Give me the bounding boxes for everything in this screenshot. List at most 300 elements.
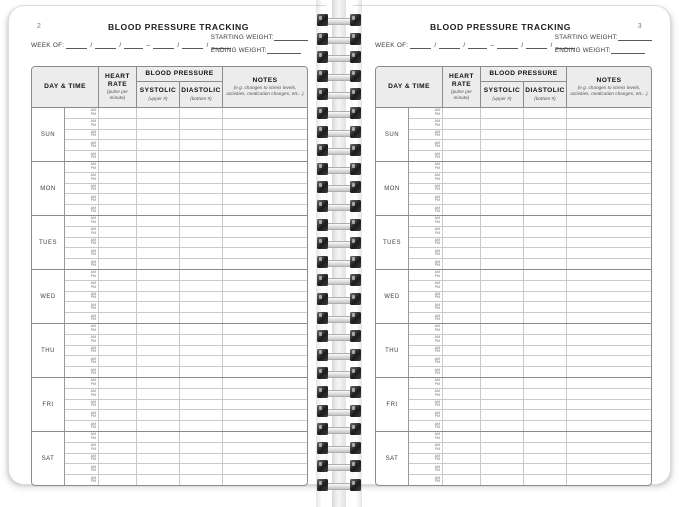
time-cell[interactable] <box>65 464 99 474</box>
heart-rate-cell[interactable] <box>443 335 481 345</box>
ending-weight-blank-left[interactable] <box>267 47 301 54</box>
heart-rate-cell[interactable] <box>443 302 481 312</box>
heart-rate-cell[interactable] <box>443 410 481 420</box>
systolic-cell[interactable] <box>137 378 180 388</box>
notes-cell[interactable] <box>567 324 651 334</box>
systolic-cell[interactable] <box>481 400 524 410</box>
heart-rate-cell[interactable] <box>443 194 481 204</box>
diastolic-cell[interactable] <box>180 356 223 366</box>
heart-rate-cell[interactable] <box>443 443 481 453</box>
time-cell[interactable] <box>65 432 99 442</box>
notes-cell[interactable] <box>223 194 307 204</box>
time-cell[interactable] <box>65 173 99 183</box>
heart-rate-cell[interactable] <box>443 356 481 366</box>
heart-rate-cell[interactable] <box>99 184 137 194</box>
systolic-cell[interactable] <box>137 259 180 269</box>
systolic-cell[interactable] <box>137 367 180 377</box>
time-cell[interactable] <box>65 367 99 377</box>
notes-cell[interactable] <box>223 400 307 410</box>
notes-cell[interactable] <box>223 367 307 377</box>
systolic-cell[interactable] <box>481 194 524 204</box>
systolic-cell[interactable] <box>137 475 180 485</box>
notes-cell[interactable] <box>567 400 651 410</box>
notes-cell[interactable] <box>567 270 651 280</box>
systolic-cell[interactable] <box>481 454 524 464</box>
time-cell[interactable] <box>65 248 99 258</box>
week-start-year-blank-right[interactable] <box>468 42 487 49</box>
heart-rate-cell[interactable] <box>443 151 481 161</box>
diastolic-cell[interactable] <box>180 389 223 399</box>
systolic-cell[interactable] <box>481 119 524 129</box>
time-cell[interactable] <box>65 389 99 399</box>
diastolic-cell[interactable] <box>180 313 223 323</box>
systolic-cell[interactable] <box>137 454 180 464</box>
diastolic-cell[interactable] <box>524 151 567 161</box>
notes-cell[interactable] <box>223 421 307 431</box>
diastolic-cell[interactable] <box>180 346 223 356</box>
notes-cell[interactable] <box>223 108 307 118</box>
time-cell[interactable] <box>409 443 443 453</box>
heart-rate-cell[interactable] <box>443 475 481 485</box>
notes-cell[interactable] <box>567 454 651 464</box>
diastolic-cell[interactable] <box>524 400 567 410</box>
systolic-cell[interactable] <box>481 378 524 388</box>
heart-rate-cell[interactable] <box>99 173 137 183</box>
heart-rate-cell[interactable] <box>99 205 137 215</box>
diastolic-cell[interactable] <box>524 270 567 280</box>
time-cell[interactable] <box>409 356 443 366</box>
systolic-cell[interactable] <box>481 292 524 302</box>
time-cell[interactable] <box>65 378 99 388</box>
systolic-cell[interactable] <box>137 443 180 453</box>
systolic-cell[interactable] <box>137 108 180 118</box>
time-cell[interactable] <box>409 292 443 302</box>
systolic-cell[interactable] <box>137 281 180 291</box>
time-cell[interactable] <box>65 151 99 161</box>
time-cell[interactable] <box>409 238 443 248</box>
notes-cell[interactable] <box>223 162 307 172</box>
time-cell[interactable] <box>409 151 443 161</box>
time-cell[interactable] <box>65 281 99 291</box>
diastolic-cell[interactable] <box>180 173 223 183</box>
notes-cell[interactable] <box>223 454 307 464</box>
notes-cell[interactable] <box>567 302 651 312</box>
heart-rate-cell[interactable] <box>443 367 481 377</box>
time-cell[interactable] <box>65 410 99 420</box>
time-cell[interactable] <box>409 367 443 377</box>
diastolic-cell[interactable] <box>180 454 223 464</box>
starting-weight-blank-left[interactable] <box>274 34 308 41</box>
systolic-cell[interactable] <box>481 151 524 161</box>
notes-cell[interactable] <box>223 151 307 161</box>
systolic-cell[interactable] <box>481 248 524 258</box>
starting-weight-blank-right[interactable] <box>618 34 652 41</box>
diastolic-cell[interactable] <box>524 108 567 118</box>
notes-cell[interactable] <box>223 281 307 291</box>
time-cell[interactable] <box>65 313 99 323</box>
notes-cell[interactable] <box>567 205 651 215</box>
diastolic-cell[interactable] <box>524 313 567 323</box>
heart-rate-cell[interactable] <box>443 248 481 258</box>
heart-rate-cell[interactable] <box>443 346 481 356</box>
notes-cell[interactable] <box>567 140 651 150</box>
systolic-cell[interactable] <box>481 270 524 280</box>
heart-rate-cell[interactable] <box>443 119 481 129</box>
systolic-cell[interactable] <box>481 281 524 291</box>
systolic-cell[interactable] <box>137 140 180 150</box>
diastolic-cell[interactable] <box>524 238 567 248</box>
heart-rate-cell[interactable] <box>99 324 137 334</box>
notes-cell[interactable] <box>223 140 307 150</box>
systolic-cell[interactable] <box>481 130 524 140</box>
notes-cell[interactable] <box>567 248 651 258</box>
notes-cell[interactable] <box>223 389 307 399</box>
systolic-cell[interactable] <box>481 238 524 248</box>
diastolic-cell[interactable] <box>524 281 567 291</box>
systolic-cell[interactable] <box>137 324 180 334</box>
time-cell[interactable] <box>409 119 443 129</box>
week-start-month-blank-left[interactable] <box>66 42 87 49</box>
time-cell[interactable] <box>409 270 443 280</box>
notes-cell[interactable] <box>567 356 651 366</box>
diastolic-cell[interactable] <box>524 184 567 194</box>
systolic-cell[interactable] <box>137 216 180 226</box>
systolic-cell[interactable] <box>137 238 180 248</box>
notes-cell[interactable] <box>567 173 651 183</box>
heart-rate-cell[interactable] <box>443 205 481 215</box>
diastolic-cell[interactable] <box>524 259 567 269</box>
heart-rate-cell[interactable] <box>99 475 137 485</box>
time-cell[interactable] <box>409 216 443 226</box>
heart-rate-cell[interactable] <box>443 292 481 302</box>
notes-cell[interactable] <box>223 259 307 269</box>
notes-cell[interactable] <box>223 410 307 420</box>
diastolic-cell[interactable] <box>524 367 567 377</box>
systolic-cell[interactable] <box>481 140 524 150</box>
systolic-cell[interactable] <box>481 389 524 399</box>
systolic-cell[interactable] <box>137 400 180 410</box>
systolic-cell[interactable] <box>137 248 180 258</box>
notes-cell[interactable] <box>567 216 651 226</box>
time-cell[interactable] <box>65 184 99 194</box>
systolic-cell[interactable] <box>137 356 180 366</box>
notes-cell[interactable] <box>567 292 651 302</box>
time-cell[interactable] <box>65 356 99 366</box>
heart-rate-cell[interactable] <box>99 421 137 431</box>
systolic-cell[interactable] <box>137 421 180 431</box>
notes-cell[interactable] <box>567 335 651 345</box>
time-cell[interactable] <box>409 194 443 204</box>
heart-rate-cell[interactable] <box>99 119 137 129</box>
diastolic-cell[interactable] <box>524 421 567 431</box>
time-cell[interactable] <box>409 454 443 464</box>
systolic-cell[interactable] <box>481 432 524 442</box>
heart-rate-cell[interactable] <box>99 281 137 291</box>
diastolic-cell[interactable] <box>524 140 567 150</box>
heart-rate-cell[interactable] <box>99 151 137 161</box>
time-cell[interactable] <box>65 108 99 118</box>
diastolic-cell[interactable] <box>524 346 567 356</box>
systolic-cell[interactable] <box>481 324 524 334</box>
systolic-cell[interactable] <box>481 302 524 312</box>
diastolic-cell[interactable] <box>180 162 223 172</box>
time-cell[interactable] <box>409 173 443 183</box>
systolic-cell[interactable] <box>137 335 180 345</box>
diastolic-cell[interactable] <box>524 356 567 366</box>
diastolic-cell[interactable] <box>180 238 223 248</box>
time-cell[interactable] <box>65 130 99 140</box>
systolic-cell[interactable] <box>137 292 180 302</box>
time-cell[interactable] <box>409 421 443 431</box>
time-cell[interactable] <box>409 302 443 312</box>
systolic-cell[interactable] <box>137 270 180 280</box>
diastolic-cell[interactable] <box>524 119 567 129</box>
heart-rate-cell[interactable] <box>99 378 137 388</box>
diastolic-cell[interactable] <box>180 443 223 453</box>
notes-cell[interactable] <box>567 421 651 431</box>
time-cell[interactable] <box>65 205 99 215</box>
time-cell[interactable] <box>409 464 443 474</box>
heart-rate-cell[interactable] <box>99 432 137 442</box>
diastolic-cell[interactable] <box>524 324 567 334</box>
diastolic-cell[interactable] <box>524 432 567 442</box>
time-cell[interactable] <box>409 108 443 118</box>
notes-cell[interactable] <box>567 227 651 237</box>
diastolic-cell[interactable] <box>180 270 223 280</box>
systolic-cell[interactable] <box>481 464 524 474</box>
heart-rate-cell[interactable] <box>99 356 137 366</box>
time-cell[interactable] <box>409 389 443 399</box>
heart-rate-cell[interactable] <box>443 454 481 464</box>
diastolic-cell[interactable] <box>180 410 223 420</box>
diastolic-cell[interactable] <box>180 184 223 194</box>
systolic-cell[interactable] <box>481 335 524 345</box>
notes-cell[interactable] <box>223 205 307 215</box>
notes-cell[interactable] <box>223 184 307 194</box>
time-cell[interactable] <box>409 410 443 420</box>
systolic-cell[interactable] <box>137 389 180 399</box>
notes-cell[interactable] <box>223 475 307 485</box>
diastolic-cell[interactable] <box>180 281 223 291</box>
heart-rate-cell[interactable] <box>99 248 137 258</box>
time-cell[interactable] <box>409 313 443 323</box>
notes-cell[interactable] <box>567 443 651 453</box>
notes-cell[interactable] <box>223 464 307 474</box>
week-start-year-blank-left[interactable] <box>124 42 143 49</box>
time-cell[interactable] <box>409 346 443 356</box>
time-cell[interactable] <box>65 324 99 334</box>
heart-rate-cell[interactable] <box>99 464 137 474</box>
diastolic-cell[interactable] <box>524 302 567 312</box>
time-cell[interactable] <box>409 248 443 258</box>
diastolic-cell[interactable] <box>180 248 223 258</box>
heart-rate-cell[interactable] <box>443 216 481 226</box>
heart-rate-cell[interactable] <box>443 108 481 118</box>
heart-rate-cell[interactable] <box>99 335 137 345</box>
diastolic-cell[interactable] <box>524 443 567 453</box>
systolic-cell[interactable] <box>481 475 524 485</box>
diastolic-cell[interactable] <box>180 367 223 377</box>
notes-cell[interactable] <box>223 130 307 140</box>
diastolic-cell[interactable] <box>180 151 223 161</box>
notes-cell[interactable] <box>223 238 307 248</box>
systolic-cell[interactable] <box>137 173 180 183</box>
heart-rate-cell[interactable] <box>443 313 481 323</box>
systolic-cell[interactable] <box>137 410 180 420</box>
diastolic-cell[interactable] <box>180 464 223 474</box>
heart-rate-cell[interactable] <box>443 464 481 474</box>
notes-cell[interactable] <box>567 475 651 485</box>
notes-cell[interactable] <box>223 335 307 345</box>
notes-cell[interactable] <box>567 162 651 172</box>
heart-rate-cell[interactable] <box>443 270 481 280</box>
heart-rate-cell[interactable] <box>443 400 481 410</box>
diastolic-cell[interactable] <box>524 173 567 183</box>
diastolic-cell[interactable] <box>180 421 223 431</box>
notes-cell[interactable] <box>223 248 307 258</box>
heart-rate-cell[interactable] <box>99 313 137 323</box>
notes-cell[interactable] <box>567 281 651 291</box>
time-cell[interactable] <box>65 119 99 129</box>
notes-cell[interactable] <box>223 119 307 129</box>
time-cell[interactable] <box>409 378 443 388</box>
notes-cell[interactable] <box>567 184 651 194</box>
heart-rate-cell[interactable] <box>99 238 137 248</box>
time-cell[interactable] <box>409 184 443 194</box>
heart-rate-cell[interactable] <box>443 281 481 291</box>
time-cell[interactable] <box>409 162 443 172</box>
systolic-cell[interactable] <box>137 119 180 129</box>
systolic-cell[interactable] <box>481 205 524 215</box>
heart-rate-cell[interactable] <box>443 140 481 150</box>
heart-rate-cell[interactable] <box>99 302 137 312</box>
systolic-cell[interactable] <box>481 421 524 431</box>
notes-cell[interactable] <box>567 378 651 388</box>
time-cell[interactable] <box>409 259 443 269</box>
heart-rate-cell[interactable] <box>443 432 481 442</box>
diastolic-cell[interactable] <box>180 302 223 312</box>
notes-cell[interactable] <box>567 410 651 420</box>
heart-rate-cell[interactable] <box>443 378 481 388</box>
diastolic-cell[interactable] <box>524 130 567 140</box>
diastolic-cell[interactable] <box>524 194 567 204</box>
week-end-day-blank-right[interactable] <box>526 42 547 49</box>
notes-cell[interactable] <box>223 292 307 302</box>
heart-rate-cell[interactable] <box>99 216 137 226</box>
diastolic-cell[interactable] <box>524 389 567 399</box>
diastolic-cell[interactable] <box>180 205 223 215</box>
systolic-cell[interactable] <box>481 356 524 366</box>
systolic-cell[interactable] <box>481 346 524 356</box>
diastolic-cell[interactable] <box>524 248 567 258</box>
heart-rate-cell[interactable] <box>443 259 481 269</box>
time-cell[interactable] <box>65 238 99 248</box>
notes-cell[interactable] <box>223 378 307 388</box>
diastolic-cell[interactable] <box>180 475 223 485</box>
diastolic-cell[interactable] <box>524 227 567 237</box>
notes-cell[interactable] <box>567 130 651 140</box>
time-cell[interactable] <box>409 130 443 140</box>
notes-cell[interactable] <box>223 356 307 366</box>
diastolic-cell[interactable] <box>180 400 223 410</box>
diastolic-cell[interactable] <box>180 216 223 226</box>
week-start-day-blank-right[interactable] <box>439 42 460 49</box>
week-start-month-blank-right[interactable] <box>410 42 431 49</box>
notes-cell[interactable] <box>567 367 651 377</box>
notes-cell[interactable] <box>567 151 651 161</box>
systolic-cell[interactable] <box>137 130 180 140</box>
notes-cell[interactable] <box>567 464 651 474</box>
diastolic-cell[interactable] <box>180 259 223 269</box>
notes-cell[interactable] <box>567 259 651 269</box>
heart-rate-cell[interactable] <box>443 389 481 399</box>
heart-rate-cell[interactable] <box>443 324 481 334</box>
systolic-cell[interactable] <box>137 151 180 161</box>
heart-rate-cell[interactable] <box>99 400 137 410</box>
notes-cell[interactable] <box>223 302 307 312</box>
notes-cell[interactable] <box>223 346 307 356</box>
systolic-cell[interactable] <box>137 464 180 474</box>
diastolic-cell[interactable] <box>524 410 567 420</box>
diastolic-cell[interactable] <box>524 216 567 226</box>
diastolic-cell[interactable] <box>180 292 223 302</box>
heart-rate-cell[interactable] <box>99 292 137 302</box>
notes-cell[interactable] <box>567 432 651 442</box>
systolic-cell[interactable] <box>137 227 180 237</box>
heart-rate-cell[interactable] <box>99 162 137 172</box>
notes-cell[interactable] <box>223 443 307 453</box>
heart-rate-cell[interactable] <box>443 421 481 431</box>
diastolic-cell[interactable] <box>180 130 223 140</box>
systolic-cell[interactable] <box>481 184 524 194</box>
notes-cell[interactable] <box>567 119 651 129</box>
heart-rate-cell[interactable] <box>99 367 137 377</box>
notes-cell[interactable] <box>567 194 651 204</box>
time-cell[interactable] <box>65 140 99 150</box>
systolic-cell[interactable] <box>137 302 180 312</box>
time-cell[interactable] <box>65 302 99 312</box>
time-cell[interactable] <box>65 270 99 280</box>
heart-rate-cell[interactable] <box>99 140 137 150</box>
heart-rate-cell[interactable] <box>99 270 137 280</box>
diastolic-cell[interactable] <box>524 292 567 302</box>
diastolic-cell[interactable] <box>180 108 223 118</box>
heart-rate-cell[interactable] <box>99 108 137 118</box>
diastolic-cell[interactable] <box>524 205 567 215</box>
time-cell[interactable] <box>409 140 443 150</box>
heart-rate-cell[interactable] <box>443 227 481 237</box>
notes-cell[interactable] <box>223 432 307 442</box>
systolic-cell[interactable] <box>481 162 524 172</box>
heart-rate-cell[interactable] <box>443 173 481 183</box>
heart-rate-cell[interactable] <box>99 454 137 464</box>
time-cell[interactable] <box>65 346 99 356</box>
ending-weight-blank-right[interactable] <box>611 47 645 54</box>
notes-cell[interactable] <box>567 238 651 248</box>
notes-cell[interactable] <box>223 313 307 323</box>
systolic-cell[interactable] <box>481 259 524 269</box>
heart-rate-cell[interactable] <box>443 238 481 248</box>
systolic-cell[interactable] <box>481 410 524 420</box>
systolic-cell[interactable] <box>137 205 180 215</box>
systolic-cell[interactable] <box>137 194 180 204</box>
diastolic-cell[interactable] <box>180 119 223 129</box>
systolic-cell[interactable] <box>481 216 524 226</box>
time-cell[interactable] <box>65 335 99 345</box>
notes-cell[interactable] <box>223 270 307 280</box>
heart-rate-cell[interactable] <box>99 130 137 140</box>
time-cell[interactable] <box>65 194 99 204</box>
